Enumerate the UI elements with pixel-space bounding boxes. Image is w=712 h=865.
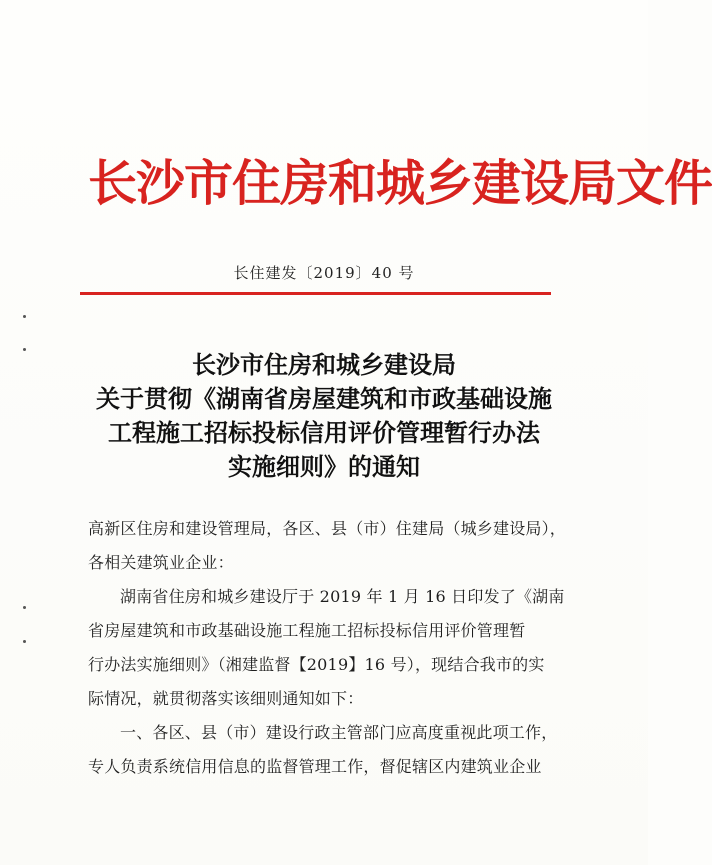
margin-dot-mark — [23, 315, 26, 318]
body-paragraph-line: 省房屋建筑和市政基础设施工程施工招标投标信用评价管理暂 — [88, 621, 526, 640]
notice-title-line: 长沙市住房和城乡建设局 — [192, 350, 456, 379]
document-header-title: 长沙市住房和城乡建设局文件 — [88, 154, 712, 212]
header-red-divider — [80, 292, 551, 295]
notice-title-line: 实施细则》的通知 — [228, 452, 420, 481]
addressee-line: 各相关建筑业企业： — [88, 553, 234, 572]
margin-dot-mark — [23, 348, 26, 351]
notice-title-line: 关于贯彻《湖南省房屋建筑和市政基础设施 — [96, 384, 552, 413]
body-paragraph-line: 行办法实施细则》（湘建监督【2019】16 号），现结合我市的实 — [88, 655, 545, 674]
body-paragraph-line: 一、各区、县（市）建设行政主管部门应高度重视此项工作， — [120, 723, 558, 742]
margin-dot-mark — [23, 640, 26, 643]
margin-dot-mark — [23, 606, 26, 609]
notice-title — [60, 348, 588, 484]
document-number: 长住建发〔2019〕40 号 — [233, 264, 415, 282]
addressee-line: 高新区住房和建设管理局，各区、县（市）住建局（城乡建设局）， — [88, 519, 567, 538]
notice-title-line: 工程施工招标投标信用评价管理暂行办法 — [108, 418, 540, 447]
body-paragraph-line: 湖南省住房和城乡建设厅于 2019 年 1 月 16 日印发了《湖南 — [120, 587, 565, 606]
body-paragraph-line: 专人负责系统信用信息的监督管理工作，督促辖区内建筑业企业 — [88, 757, 542, 776]
body-paragraph-line: 际情况，就贯彻落实该细则通知如下： — [88, 689, 364, 708]
